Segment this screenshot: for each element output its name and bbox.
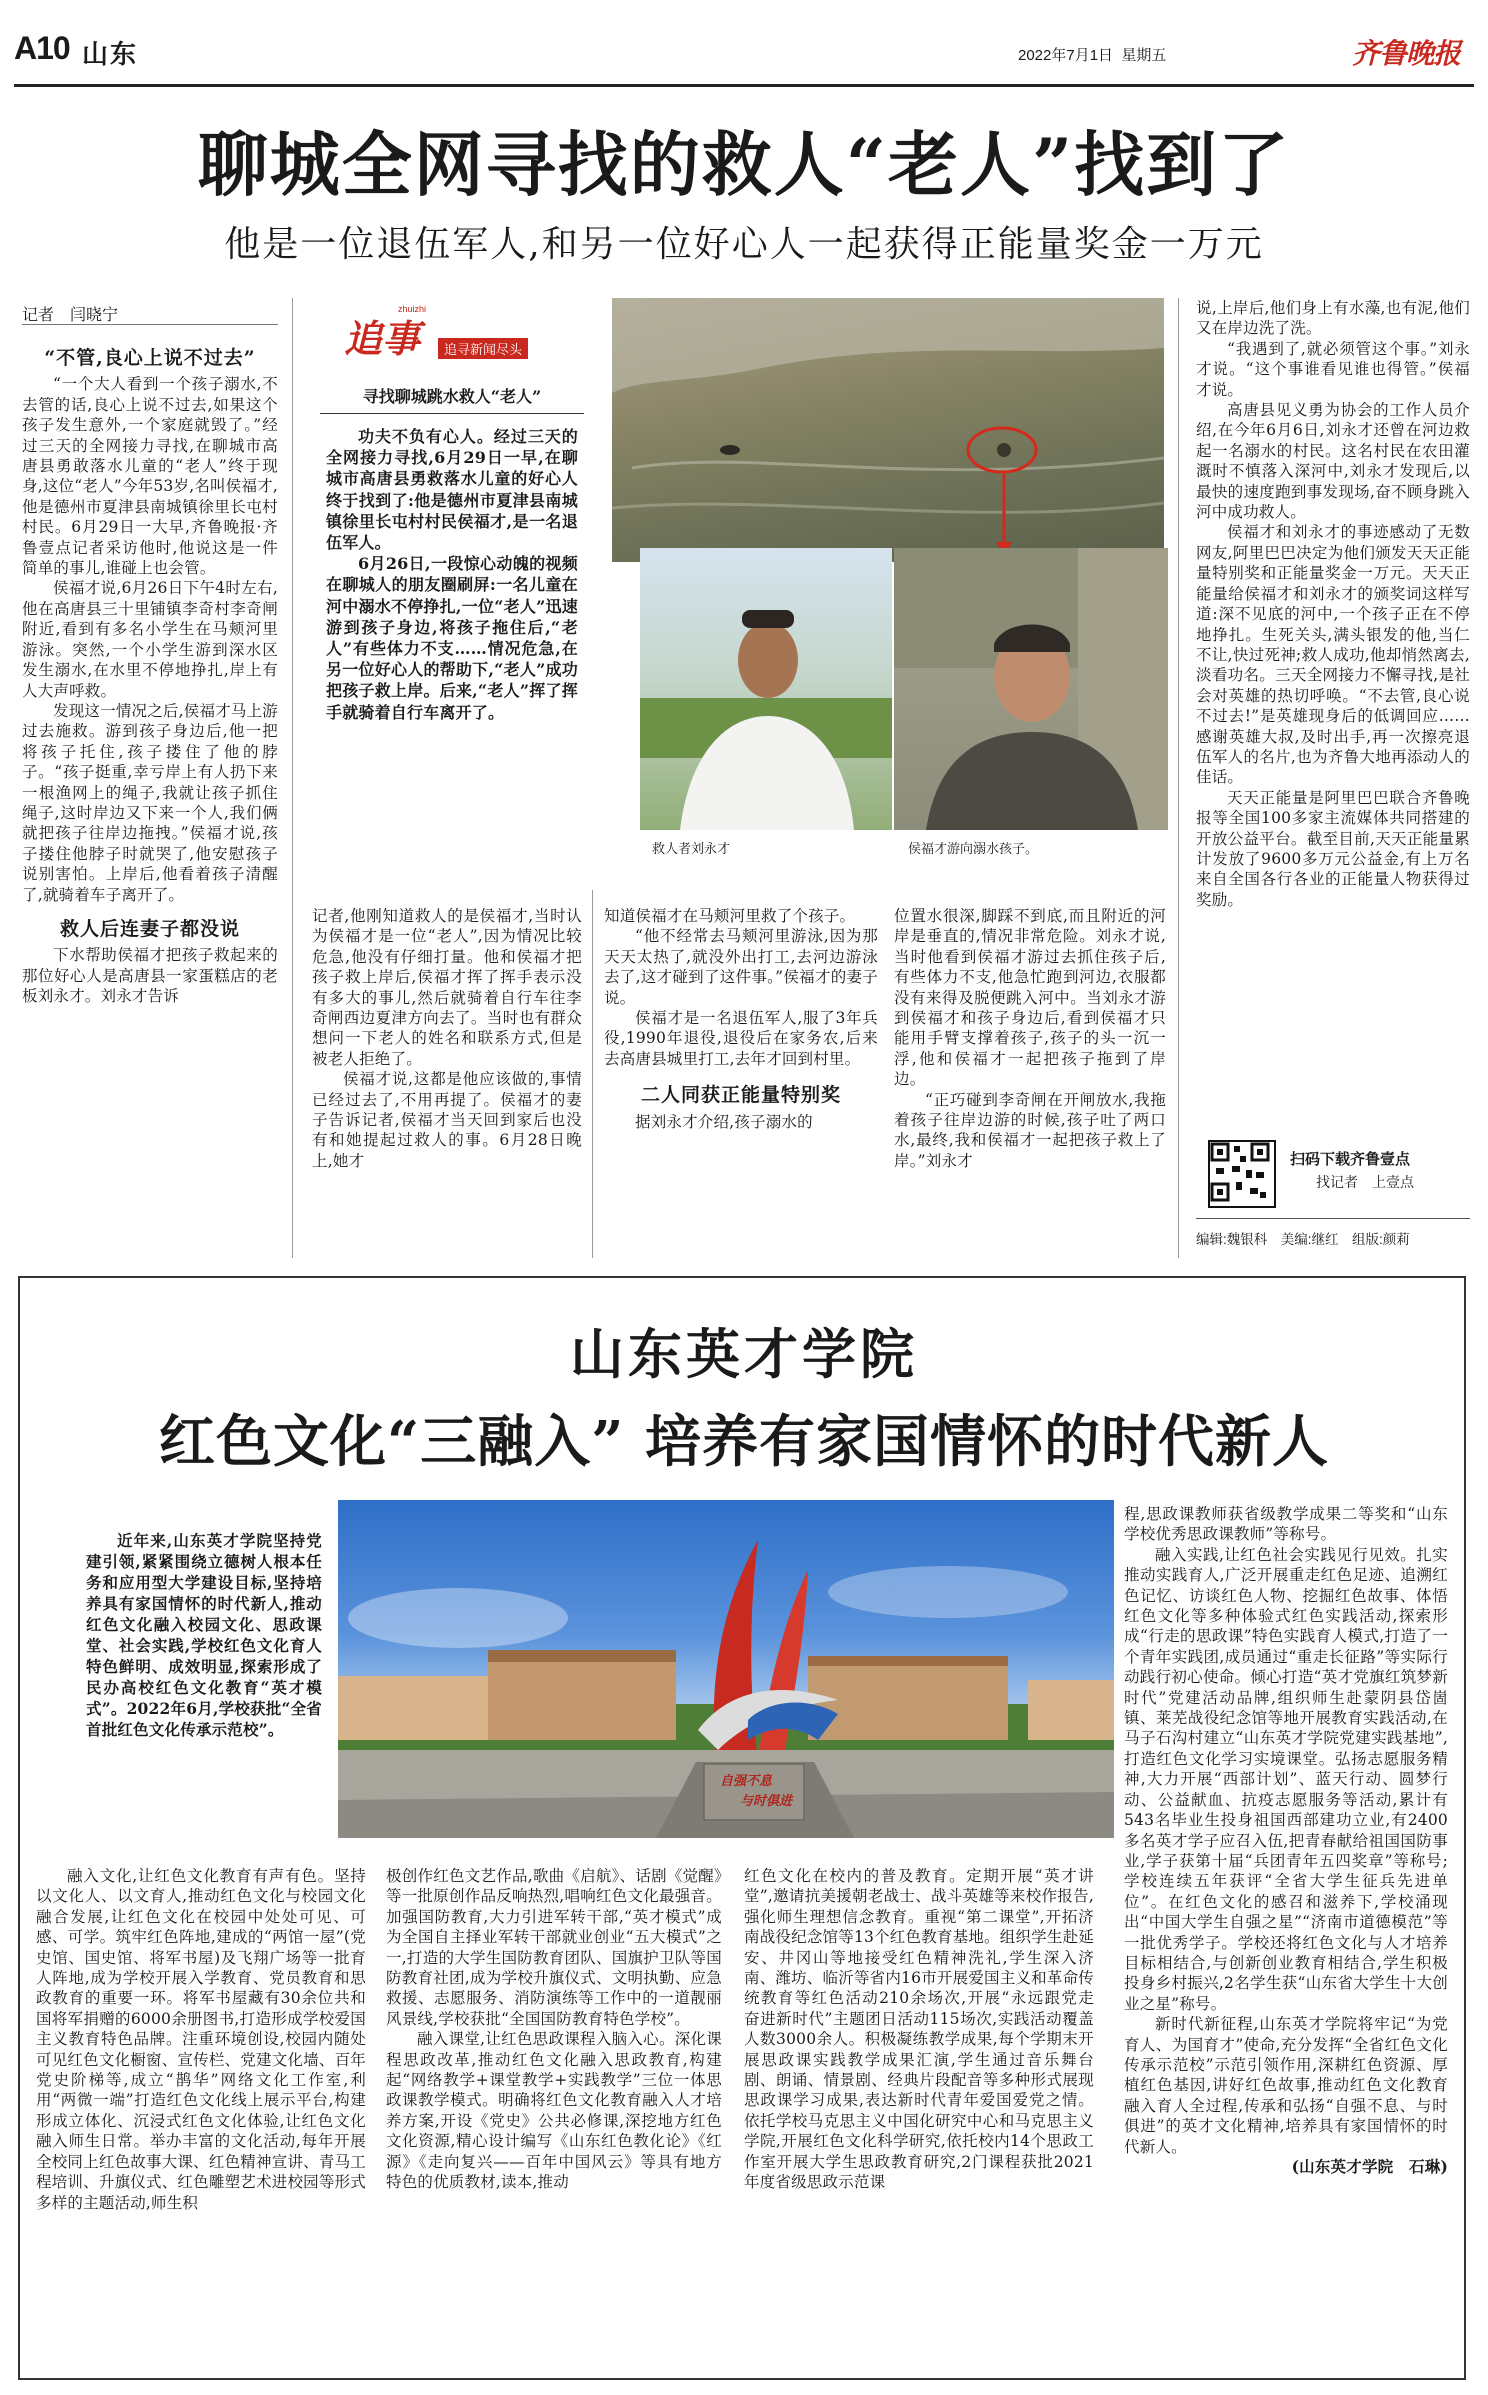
column-divider — [1178, 298, 1179, 1258]
paragraph: 知道侯福才在马颊河里救了个孩子。 — [604, 907, 856, 925]
qr-pattern — [1210, 1142, 1270, 1202]
article2-col-4 — [1124, 1504, 1448, 2177]
photo-hou-fucai — [894, 548, 1168, 830]
paragraph: 极创作红色文艺作品,歌曲《启航》、话剧《觉醒》等一批原创作品反响热烈,唱响红色文化最强音。加强国防教育,大力引进军转干部,“英才模式”成为全国自主择业军转干部就业创业“五大模式”之一,打造的大学生国防教育团队、国旗护卫队等国防教育社团,成为学校升旗仪式、文明执勤、应急救援、志愿服务、消防演练等工作中的一道靓丽风景线,学校获批“全国国防教育特色学校”。 — [386, 1867, 722, 2028]
photo-campus-sculpture — [338, 1500, 1114, 1838]
article1-lead — [326, 426, 578, 723]
lead-paragraph: 近年来,山东英才学院坚持党建引领,紧紧围绕立德树人根本任务和应用型大学建设目标,坚持培养具有家国情怀的时代新人,推动红色文化融入校园文化、思政课堂、社会实践,学校红色文化育人特色鲜明、成效明显,探索形成了民办高校红色文化教育“英才模式”。2022年6月,学校获批“全省首批红色文化传承示范校”。 — [86, 1531, 322, 1739]
paragraph: 新时代新征程,山东英才学院将牢记“为党育人、为国育才”使命,充分发挥“全省红色文化传承示范校”示范引领作用,深耕红色资源、厚植红色基因,讲好红色故事,推动红色文化教育融入育人全过程,传承和弘扬“自强不息、与时俱进”的英才文化精神,培养具有家国情怀的时代新人。 — [1124, 2015, 1448, 2156]
article1-title: 聊城全网寻找的救人“老人”找到了 — [197, 123, 1291, 206]
paragraph: 融入课堂,让红色思政课程入脑入心。深化课程思政改革,推动红色文化融入思政教育,构建起“网络教学+课堂教学+实践教学”三位一体思政课教学模式。明确将红色文化教育融入人才培养方案,开设《党史》公共必修课,深挖地方红色文化资源,精心设计编写《山东红色教化论》《红源》《走向复兴——百年中国风云》等具有地方特色的优质教材,读本,推动 — [386, 2030, 722, 2192]
sculpture-inscription-2: 与时俱进 — [740, 1794, 793, 1809]
paragraph: 红色文化在校内的普及教育。定期开展“英才讲堂”,邀请抗美援朝老战士、战斗英雄等来校作报告,强化师生理想信念教育。重视“第二课堂”,开拓济南战役纪念馆等13个红色教育基地。组织学生赴延安、井冈山等地接受红色精神洗礼,学生深入济南、潍坊、临沂等省内16市开展爱国主义和革命传统教育等红色活动210余场次,开展“永远跟党走 奋进新时代”主题团日活动115场次,实践活动覆盖人数3000余人。积极凝练教学成果,每个学期末开展思政课实践教学成果汇演,学生通过音乐舞台剧、朗诵、情景剧、经典片段配音等多种形式展现思政课学习成果,表达新时代青年爱国爱党之情。依托学校马克思主义中国化研究中心和马克思主义学院,开展红色文化科学研究,依托校内14个思政工作室开展大学生思政教育研究,2门课程获批2021年度省级思政示范课 — [744, 1867, 1110, 2192]
subhead-award: 二人同获正能量特别奖 — [640, 1084, 841, 1107]
paragraph: “一个大人看到一个孩子溺水,不去管的话,良心上说不过去,如果这个孩子发生意外,一个家庭就毁了。”经过三天的全网接力寻找,在聊城市高唐县勇敢落水儿童的“老人”终于现身,这位“老人”今年53岁,名叫侯福才,他是德州市夏津县南城镇徐里长屯村村民。6月29日一大早,齐鲁晚报·齐鲁壹点记者采访他时,他说这是一件简单的事儿,谁碰上也会管。 — [22, 375, 278, 578]
date-text: 2022年7月1日 — [1018, 47, 1114, 64]
article1-col-right — [1196, 298, 1470, 910]
article2-col-1 — [36, 1866, 366, 2213]
photo-rescuer-liu — [640, 548, 892, 830]
qr-caption: 扫码下载齐鲁壹点 — [1290, 1151, 1411, 1168]
qr-code[interactable] — [1208, 1140, 1276, 1208]
column-topic: 寻找聊城跳水救人“老人” — [320, 384, 584, 414]
byline-rule — [22, 324, 278, 325]
article1-col-3 — [312, 906, 582, 1171]
paragraph: 据刘永才介绍,孩子溺水的 — [635, 1112, 813, 1131]
paragraph: 侯福才说,这都是他应该做的,事情已经过去了,不用再提了。侯福才的妻子告诉记者,侯福才当天回到家后也没有和她提起过救人的事。6月28日晚上,她才 — [312, 1070, 582, 1170]
paragraph: 侯福才和刘永才的事迹感动了无数网友,阿里巴巴决定为他们颁发天天正能量特别奖和正能量奖金一万元。天天正能量给侯福才和刘永才的颁奖词这样写道:深不见底的河中,一个孩子正在不停地挣扎。生死关头,满头银发的他,当仁不让,快过死神;救人成功,他却悄然离去,淡看功名。三天全网接力不懈寻找,是社会对英雄的热切呼唤。“不去管,良心说不过去!”是英雄现身后的低调回应……感谢英雄大叔,及时出手,再一次擦亮退伍军人的名片,也为齐鲁大地再添动人的佳话。 — [1196, 523, 1470, 787]
article1-col-4 — [604, 906, 878, 1132]
issue-date — [1018, 44, 1166, 65]
header-rule — [14, 84, 1474, 87]
river-drawing — [612, 298, 1164, 562]
photo-river — [612, 298, 1164, 562]
badge-sub: 追寻新闻尽头 — [438, 338, 528, 359]
photo-caption-hou: 侯福才游向溺水孩子。 — [908, 842, 1039, 857]
article2-title-line1: 山东英才学院 — [570, 1322, 918, 1386]
paragraph: 说,上岸后,他们身上有水藻,也有泥,他们又在岸边洗了洗。 — [1196, 299, 1470, 338]
column-divider — [592, 890, 593, 1258]
paragraph: 高唐县见义勇为协会的工作人员介绍,在今年6月6日,刘永才还曾在河边救起一名溺水的村民。这名村民在农田灌溉时不慎落入深河中,刘永才发现后,以最快的速度跑到事发现场,奋不顾身跳入河中成功救人。 — [1196, 401, 1470, 522]
article2-col-2 — [386, 1866, 722, 2193]
article2-col-3 — [744, 1866, 1110, 2193]
lead-paragraph: 功夫不负有心人。经过三天的全网接力寻找,6月29日一早,在聊城市高唐县勇救落水儿童的好心人终于找到了:他是德州市夏津县南城镇徐里长屯村村民侯福才,是一名退伍军人。 — [326, 427, 578, 553]
page-number: A10 — [14, 30, 70, 66]
paragraph: “我遇到了,就必须管这个事。”刘永才说。“这个事谁看见谁也得管。”侯福才说。 — [1196, 339, 1470, 399]
article2-signature: (山东英才学院 石琳) — [1291, 2157, 1448, 2176]
editor-credits: 编辑:魏银科 美编:继红 组版:颜莉 — [1196, 1232, 1410, 1247]
rescuer-figure — [640, 548, 892, 830]
badge-pinyin: zhuizhi — [398, 304, 427, 314]
paper-logo: 齐鲁晚报 — [1352, 37, 1461, 70]
sculpture-inscription-1: 自强不息 — [720, 1774, 773, 1789]
qr-subcaption: 找记者 上壹点 — [1316, 1174, 1414, 1190]
article1-subtitle: 他是一位退伍军人,和另一位好心人一起获得正能量奖金一万元 — [224, 224, 1264, 265]
paragraph: 侯福才是一名退伍军人,服了3年兵役,1990年退役,退役后在家务农,后来去高唐县城里打工,去年才回到村里。 — [604, 1009, 878, 1068]
editor-rule — [1196, 1218, 1470, 1219]
article2-title-line2: 红色文化“三融入” 培养有家国情怀的时代新人 — [159, 1409, 1329, 1475]
badge-title: 追事 — [344, 316, 421, 361]
article1-col-5 — [894, 906, 1166, 1171]
reporter-byline: 记者 闫晓宁 — [22, 307, 119, 324]
paragraph: 天天正能量是阿里巴巴联合齐鲁晚报等全国100多家主流媒体共同搭建的开放公益平台。截至目前,天天正能量累计发放了9600多万元公益金,有上万名来自全国各行各业的正能量人物获得过奖励。 — [1196, 788, 1470, 909]
article1-col-left — [22, 340, 278, 1007]
paragraph: 侯福才说,6月26日下午4时左右,他在高唐县三十里铺镇李奇村李奇闸附近,看到有多名小学生在马颊河里游泳。突然,一个小学生游到深水区发生溺水,在水里不停地挣扎,岸上有人大声呼救。 — [22, 579, 278, 700]
paragraph: “他不经常去马颊河里游泳,因为那天天太热了,就没外出打工,去河边游泳去了,这才碰到了这件事。”侯福才的妻子说。 — [604, 927, 878, 1007]
column-divider — [292, 298, 293, 1258]
paragraph: 融入实践,让红色社会实践见行见效。扎实推动实践育人,广泛开展重走红色足迹、追溯红色记忆、访谈红色人物、挖掘红色故事、体悟红色文化等多种体验式红色实践活动,探索形成“行走的思政课”特色实践育人模式,打造了一个青年实践团,成员通过“重走长征路”等实际行动践行初心使命。倾心打造“英才党旗红筑梦新时代”党建活动品牌,组织师生赴蒙阴县岱崮镇、莱芜战役纪念馆等地开展教育实践活动,在马子石沟村建立“山东英才学院党建实践基地”,打造红色文化学习实境课堂。弘扬志愿服务精神,大力开展“西部计划”、蓝天行动、圆梦行动、公益献血、抗疫志愿服务等活动,累计有543名毕业生投身祖国西部建功立业,有2400多名英才学子应召入伍,把青春献给祖国国防事业,学子获第十届“兵团青年五四奖章”等称号;学校连续五年获评“全省大学生征兵先进单位”。在红色文化的感召和滋养下,学校涌现出“中国大学生自强之星”“济南市道德模范”等一批优秀学子。学校还将红色文化与人才培养目标相结合,与创新创业教育相结合,学生积极投身乡村振兴,2名学生获“山东省大学生十大创业之星”称号。 — [1124, 1545, 1448, 2013]
weekday-text: 星期五 — [1121, 47, 1167, 64]
paragraph: 融入文化,让红色文化教育有声有色。坚持以文化人、以文育人,推动红色文化与校园文化融合发展,让红色文化在校园中处处可见、可感、可学。筑牢红色阵地,建成的“两馆一屋”(党史馆、国史馆、将军书屋)及飞翔广场等一批育人阵地,成为学校开展入学教育、党员教育和思政教育的重要一环。将军书屋藏有30余位共和国将军捐赠的6000余册图书,打造形成学校爱国主义教育特色品牌。注重环境创设,校园内随处可见红色文化橱窗、宣传栏、党建文化墙、百年党史阶梯等,成立“鹊华”网络文化工作室,利用“两微一端”打造红色文化线上展示平台,构建形成立体化、沉浸式红色文化体验,让红色文化融入师生日常。举办丰富的文化活动,每年开展全校同上红色故事大课、红色精神宣讲、青马工程培训、升旗仪式、红色雕塑艺术进校园等形式多样的主题活动,师生积 — [36, 1867, 366, 2212]
subhead-wife: 救人后连妻子都没说 — [59, 917, 240, 940]
lead-paragraph: 6月26日,一段惊心动魄的视频在聊城人的朋友圈刷屏:一名儿童在河中溺水不停挣扎,一位“老人”迅速游到孩子身边,将孩子拖住后,“老人”有些体力不支……情况危急,在另一位好心人的帮助下,“老人”成功把孩子救上岸。后来,“老人”挥了挥手就骑着自行车离开了。 — [326, 554, 578, 722]
subhead-conscience: “不管,良心上说不过去” — [44, 347, 256, 369]
column-badge — [338, 298, 574, 370]
paragraph: 发现这一情况之后,侯福才马上游过去施救。游到孩子身边后,他一把将孩子托住,孩子搂住了他的脖子。“孩子挺重,幸亏岸上有人扔下来一根渔网上的绳子,我就让孩子抓住绳子,这时岸边又下来一个人,我们俩就把孩子往岸边拖拽。”侯福才说,孩子搂住他脖子时就哭了,他安慰孩子说别害怕。上岸后,他看着孩子清醒了,就骑着车子离开了。 — [22, 701, 278, 904]
photo-caption-liu: 救人者刘永才 — [652, 842, 731, 857]
paragraph: “正巧碰到李奇闸在开闸放水,我拖着孩子往岸边游的时候,孩子吐了两口水,最终,我和侯福才一起把孩子救上了岸。”刘永才 — [894, 1090, 1166, 1170]
paragraph: 下水帮助侯福才把孩子救起来的那位好心人是高唐县一家蛋糕店的老板刘永才。刘永才告诉 — [22, 946, 278, 1006]
paragraph: 位置水很深,脚踩不到底,而且附近的河岸是垂直的,情况非常危险。刘永才说,当时他看到侯福才游过去抓住孩子后,有些体力不支,他急忙跑到河边,衣服都没有来得及脱便跳入河中。当刘永才游到侯福才和孩子身边后,看到侯福才只能用手臂支撑着孩子,孩子的头一沉一浮,他和侯福才一起把孩子拖到了岸边。 — [894, 907, 1166, 1089]
hou-figure — [894, 548, 1168, 830]
article2-lead — [86, 1530, 322, 1740]
paragraph: 记者,他刚知道救人的是侯福才,当时认为侯福才是一位“老人”,因为情况比较危急,他没有仔细打量。他和侯福才把孩子救上岸后,侯福才挥了挥手表示没有多大的事儿,然后就骑着自行车往李奇闸西边夏津方向去了。当时也有群众想问一下老人的姓名和联系方式,但是被老人拒绝了。 — [312, 907, 582, 1068]
sculpture — [698, 1540, 838, 1760]
section-name: 山东 — [82, 40, 139, 70]
paragraph: 程,思政课教师获省级教学成果二等奖和“山东学校优秀思政课教师”等称号。 — [1124, 1505, 1448, 1544]
